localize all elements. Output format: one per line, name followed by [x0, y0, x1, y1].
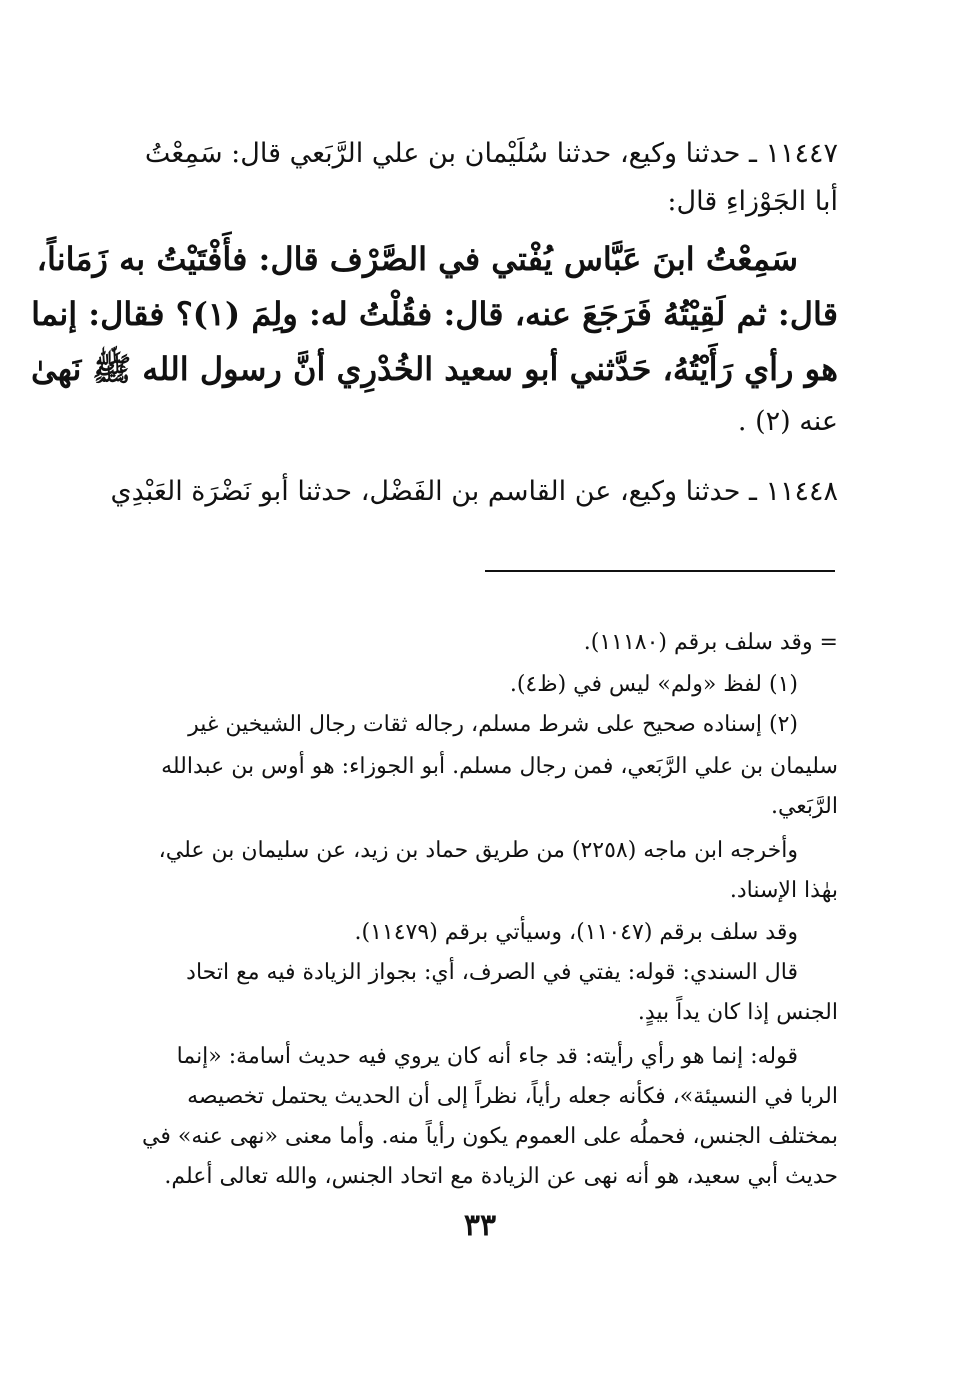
hadith-1447-line-3: سَمِعْتُ ابنَ عَبَّاس يُفْتي في الصَّرْف قال: فأَفْتَيْتُ به زَمَاناً،: [36, 240, 798, 278]
footnote-paragraph-3: وقد سلف برقم (١١٠٤٧)، وسيأتي برقم (١١٤٧٩).: [354, 920, 798, 945]
hadith-1447-line-1: ١١٤٤٧ ـ حدثنا وكيع، حدثنا سُلَيْمان بن علي الرَّبَعي قال: سَمِعْتُ: [144, 138, 838, 169]
footnote-paragraph-4-line-1: قال السندي: قوله: يفتي في الصرف، أي: بجواز الزيادة فيه مع اتحاد: [186, 960, 798, 985]
footnote-paragraph-2-line-2: بهٰذا الإسناد.: [729, 878, 838, 903]
footnote-1: (١) لفظ «ولم» ليس في (ظ٤).: [509, 672, 798, 697]
footnote-paragraph-5-line-1: قوله: إنما هو رأي رأيته: قد جاء أنه كان يروي فيه حديث أسامة: «إنما: [176, 1044, 798, 1069]
footnote-paragraph-5-line-4: حديث أبي سعيد، هو أنه نهى عن الزيادة مع اتحاد الجنس، والله تعالى أعلم.: [164, 1164, 838, 1189]
footnote-2-line-2: سليمان بن علي الرَّبَعي، فمن رجال مسلم. أبو الجوزاء: هو أوس بن عبدالله: [161, 754, 838, 779]
page-number: ٣٣: [463, 1208, 497, 1243]
footnote-paragraph-2-line-1: وأخرجه ابن ماجه (٢٢٥٨) من طريق حماد بن زيد، عن سليمان بن علي،: [158, 838, 798, 863]
hadith-1447-line-2: أبا الجَوْزاءِ قال:: [667, 186, 838, 217]
hadith-1447-line-6: عنه (٢) .: [737, 406, 838, 437]
footnote-paragraph-4-line-2: الجنس إذا كان يداً بيدٍ.: [637, 1000, 838, 1025]
hadith-1448-line-1: ١١٤٤٨ ـ حدثنا وكيع، عن القاسم بن الفَضْل، حدثنا أبو نَضْرَة العَبْدِي: [110, 476, 838, 507]
footnote-continuation: = وقد سلف برقم (١١١٨٠).: [583, 630, 838, 655]
footnote-2-line-3: الرَّبَعي.: [770, 794, 838, 819]
hadith-1447-line-5: هو رأي رَأَيْتُهُ، حَدَّثني أبو سعيد الخُدْرِي أنَّ رسول الله ﷺ نَهىٰ: [31, 350, 838, 388]
footnote-2-line-1: (٢) إسناده صحيح على شرط مسلم، رجاله ثقات رجال الشيخين غير: [188, 712, 798, 737]
footnote-paragraph-5-line-2: الربا في النسيئة»، فكأنه جعله رأياً، نظراً إلى أن الحديث يحتمل تخصيصه: [187, 1084, 838, 1109]
footnote-paragraph-5-line-3: بمختلف الجنس، فحملُه على العموم يكون رأياً منه. وأما معنى «نهى عنه» في: [142, 1124, 838, 1149]
hadith-1447-line-4: قال: ثم لَقِيْتُهُ فَرَجَعَ عنه، قال: فقُلْتُ له: ولِمَ (١)؟ فقال: إنما: [31, 295, 838, 333]
footnote-separator: [485, 570, 835, 572]
